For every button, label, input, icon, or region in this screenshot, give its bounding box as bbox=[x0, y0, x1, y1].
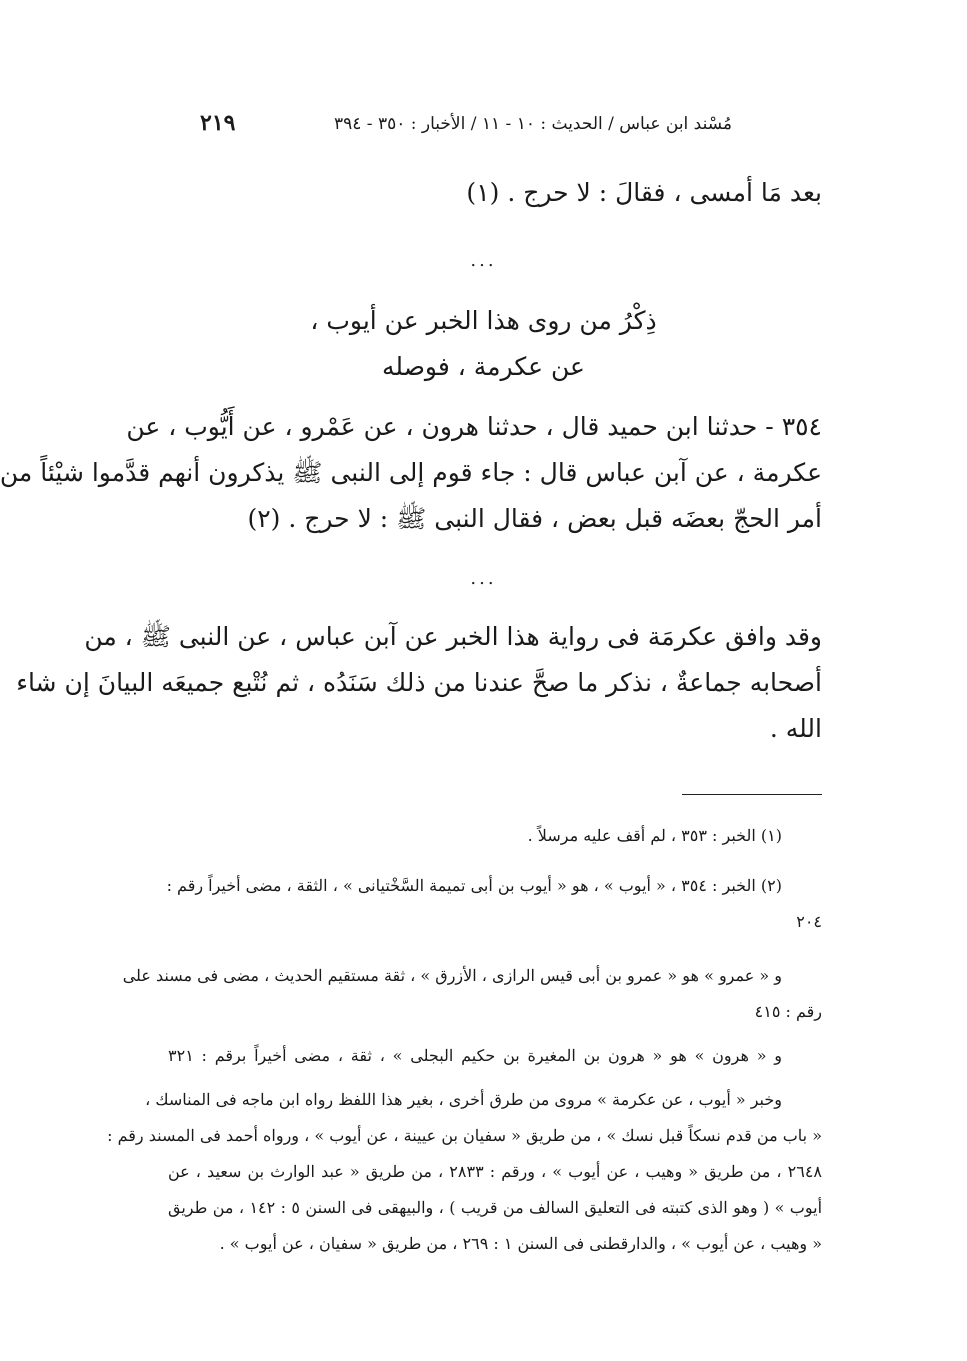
page-header bbox=[170, 110, 822, 140]
hadith-line-2: عكرمة ، عن آبن عباس قال : جاء قوم إلى النبى ﷺ يذكرون أنهم قدَّموا شيْئاً من bbox=[0, 458, 822, 487]
page-number: ٢١٩ bbox=[200, 110, 236, 136]
footnote-chain-line-5: « وهيب ، عن أيوب » ، والدارقطنى فى السنن ١ : ٢٦٩ ، من طريق « سفيان ، عن أيوب » . bbox=[219, 1234, 822, 1253]
heading-line-1: ذِكْرُ من روى هذا الخبر عن أيوب ، bbox=[310, 306, 657, 335]
running-head: مُسْند ابن عباس / الحديث : ١٠ - ١١ / الأخبار : ٣٥٠ - ٣٩٤ bbox=[333, 114, 732, 134]
closing-line-3: الله . bbox=[769, 714, 822, 743]
heading-line-2: عن عكرمة ، فوصله bbox=[382, 352, 585, 381]
footnote-1 bbox=[168, 818, 822, 854]
closing-line-2: أصحابه جماعةٌ ، نذكر ما صحَّ عندنا من ذلك سَنَدُه ، ثم نُتْبع جميعَه البيانَ إن شاء bbox=[16, 668, 822, 697]
footnote-harun-text: و « هرون » هو « هرون بن المغيرة بن حكيم البجلى » ، ثقة ، مضى أخيراً برقم : ٣٢١ bbox=[168, 1046, 782, 1065]
hadith-354-paragraph bbox=[0, 404, 822, 542]
footnote-chain-line-2: « باب من قدم نسكاً قبل نسك » ، من طريق « سفيان بن عيينة ، عن أيوب » ، ورواه أحمد فى المسند رقم : bbox=[107, 1126, 822, 1145]
closing-line-1: وقد وافق عكرمَة فى رواية هذا الخبر عن آبن عباس ، عن النبى ﷺ ، من bbox=[84, 622, 822, 651]
footnote-amr-line-2: رقم : ٤١٥ bbox=[754, 1002, 822, 1021]
section-separator: ... bbox=[470, 250, 497, 271]
footnote-2-line-1: (٢) الخبر : ٣٥٤ ، « أيوب » ، هو « أيوب بن أبى تميمة السَّخْتيانى » ، الثقة ، مضى أخيراً رقم : bbox=[166, 876, 782, 895]
footnote-chain-line-1: وخبر « أيوب ، عن عكرمة » مروى من طرق أخرى ، بغير هذا اللفظ رواه ابن ماجه فى المناسك ، bbox=[145, 1090, 782, 1109]
hadith-line-3: أمر الحجّ بعضَه قبل بعض ، فقال النبى ﷺ : لا حرج . (٢) bbox=[247, 504, 822, 533]
section-separator-2: ... bbox=[470, 568, 497, 589]
footnote-ayyub-chain bbox=[107, 1082, 823, 1262]
section-heading bbox=[0, 298, 967, 390]
hadith-line-1: ٣٥٤ - حدثنا ابن حميد قال ، حدثنا هرون ، عن عَمْرو ، عن أَيُّوب ، عن bbox=[126, 412, 822, 441]
footnote-amr-line-1: و « عمرو » هو « عمرو بن أبى قيس الرازى ، الأزرق » ، ثقة مستقيم الحديث ، مضى فى مسند على bbox=[122, 966, 782, 985]
footnote-2 bbox=[168, 868, 822, 940]
footnote-amr bbox=[122, 958, 822, 1030]
footnote-2-line-2: ٢٠٤ bbox=[796, 912, 822, 931]
footnote-chain-line-4: أيوب » ( وهو الذى كتبته فى التعليق السالف من قريب ) ، والبيهقى فى السنن ٥ : ١٤٢ ، من طريق bbox=[168, 1198, 823, 1217]
footnote-chain-line-3: ٢٦٤٨ ، من طريق « وهيب ، عن أيوب » ، ورقم : ٢٨٣٣ ، من طريق « عبد الوارث بن سعيد ، عن bbox=[168, 1162, 823, 1181]
continuation-paragraph bbox=[168, 170, 822, 216]
continuation-line: بعد مَا أمسى ، فقالَ : لا حرج . (١) bbox=[466, 178, 822, 207]
footnote-1-text: (١) الخبر : ٣٥٣ ، لم أقف عليه مرسلاً . bbox=[527, 826, 782, 845]
footnote-harun bbox=[168, 1038, 822, 1074]
closing-paragraph bbox=[16, 614, 822, 752]
footnote-rule bbox=[682, 794, 822, 795]
